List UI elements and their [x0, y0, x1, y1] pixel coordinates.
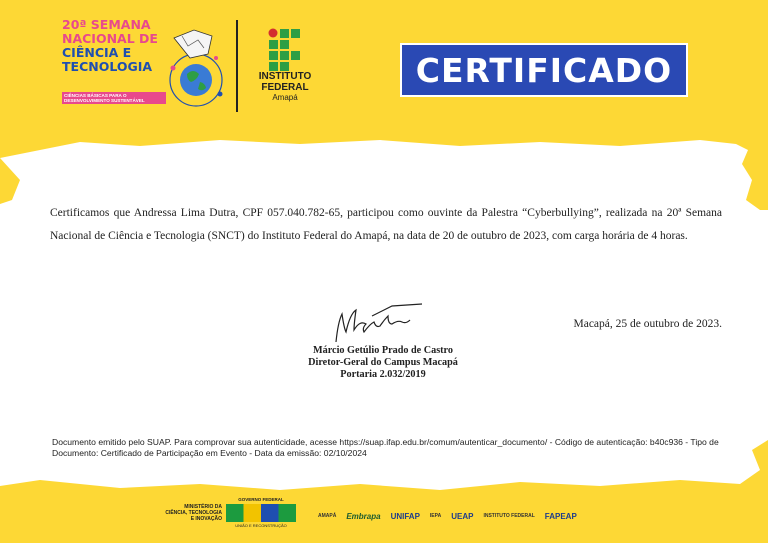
institute-name-line: INSTITUTO [258, 71, 312, 82]
event-title-line: 20ª SEMANA [62, 17, 151, 32]
ministry-logo [130, 504, 222, 522]
signer-role: Diretor-Geral do Campus Macapá [308, 357, 458, 368]
signer-act: Portaria 2.032/2019 [340, 369, 426, 380]
partner-logo: UNIFAP [390, 511, 420, 521]
ministry-line: E INOVAÇÃO [190, 516, 222, 522]
event-title-line: TECNOLOGIA [62, 59, 153, 74]
gov-bottom-label: UNIÃO E RECONSTRUÇÃO [235, 523, 287, 528]
partner-logo: UEAP [451, 511, 474, 521]
partner-logos [318, 504, 577, 528]
gov-top-label: GOVERNO FEDERAL [238, 497, 284, 502]
handwritten-signature-icon [322, 302, 432, 350]
partner-logo: IEPA [429, 513, 442, 519]
certificate-banner [400, 43, 688, 97]
partner-logo: AMAPÁ [318, 513, 337, 519]
event-title-line: NACIONAL DE [62, 31, 158, 46]
place-and-date: Macapá, 25 de outubro de 2023. [573, 318, 722, 330]
event-title [62, 18, 162, 74]
certificate-banner-label: CERTIFICADO [415, 50, 673, 90]
certificate-statement: Certificamos que Andressa Lima Dutra, CPF 057.040.782-65, participou como ouvinte da Palestra “Cyberbullying”, realizada na 20ª Semana Nacional de Ciência e Tecnologia (SNCT) do Instituto Federal do Amapá, na data de 20 de outubro de 2023, com carga horária de 4 horas. [50, 207, 722, 242]
brasil-logo-icon [226, 504, 296, 522]
partner-logo: INSTITUTO FEDERAL [483, 513, 535, 519]
signer-name: Márcio Getúlio Prado de Castro [313, 345, 453, 356]
header-divider [236, 20, 238, 112]
ministry-line: CIÊNCIA, TECNOLOGIA [165, 510, 222, 516]
instituto-federal-logo-icon [268, 28, 302, 72]
institute-name-line: FEDERAL [261, 81, 309, 93]
authentication-note: Documento emitido pelo SUAP. Para comprovar sua autenticidade, acesse https://suap.ifap.edu.br/comum/autenticar_documento/ - Código de autenticação: b40c936 - Tipo de Documento: Certificado de Participação em Evento - Data da emissão: 02/10/2024 [52, 437, 719, 458]
globe-emblem-icon [160, 22, 238, 114]
certificate-header [0, 0, 768, 132]
event-tagline: CIÊNCIAS BÁSICAS PARA O DESENVOLVIMENTO SUSTENTÁVEL [62, 92, 166, 104]
event-title-line: CIÊNCIA E [62, 45, 132, 60]
partner-logo: Embrapa [346, 511, 381, 521]
sponsor-footer [0, 492, 768, 543]
ministry-line: MINISTÉRIO DA [184, 504, 222, 510]
partner-logo: FAPEAP [544, 511, 577, 521]
signer-block [270, 345, 496, 381]
institute-name [248, 72, 322, 93]
institute-campus: Amapá [272, 93, 298, 102]
